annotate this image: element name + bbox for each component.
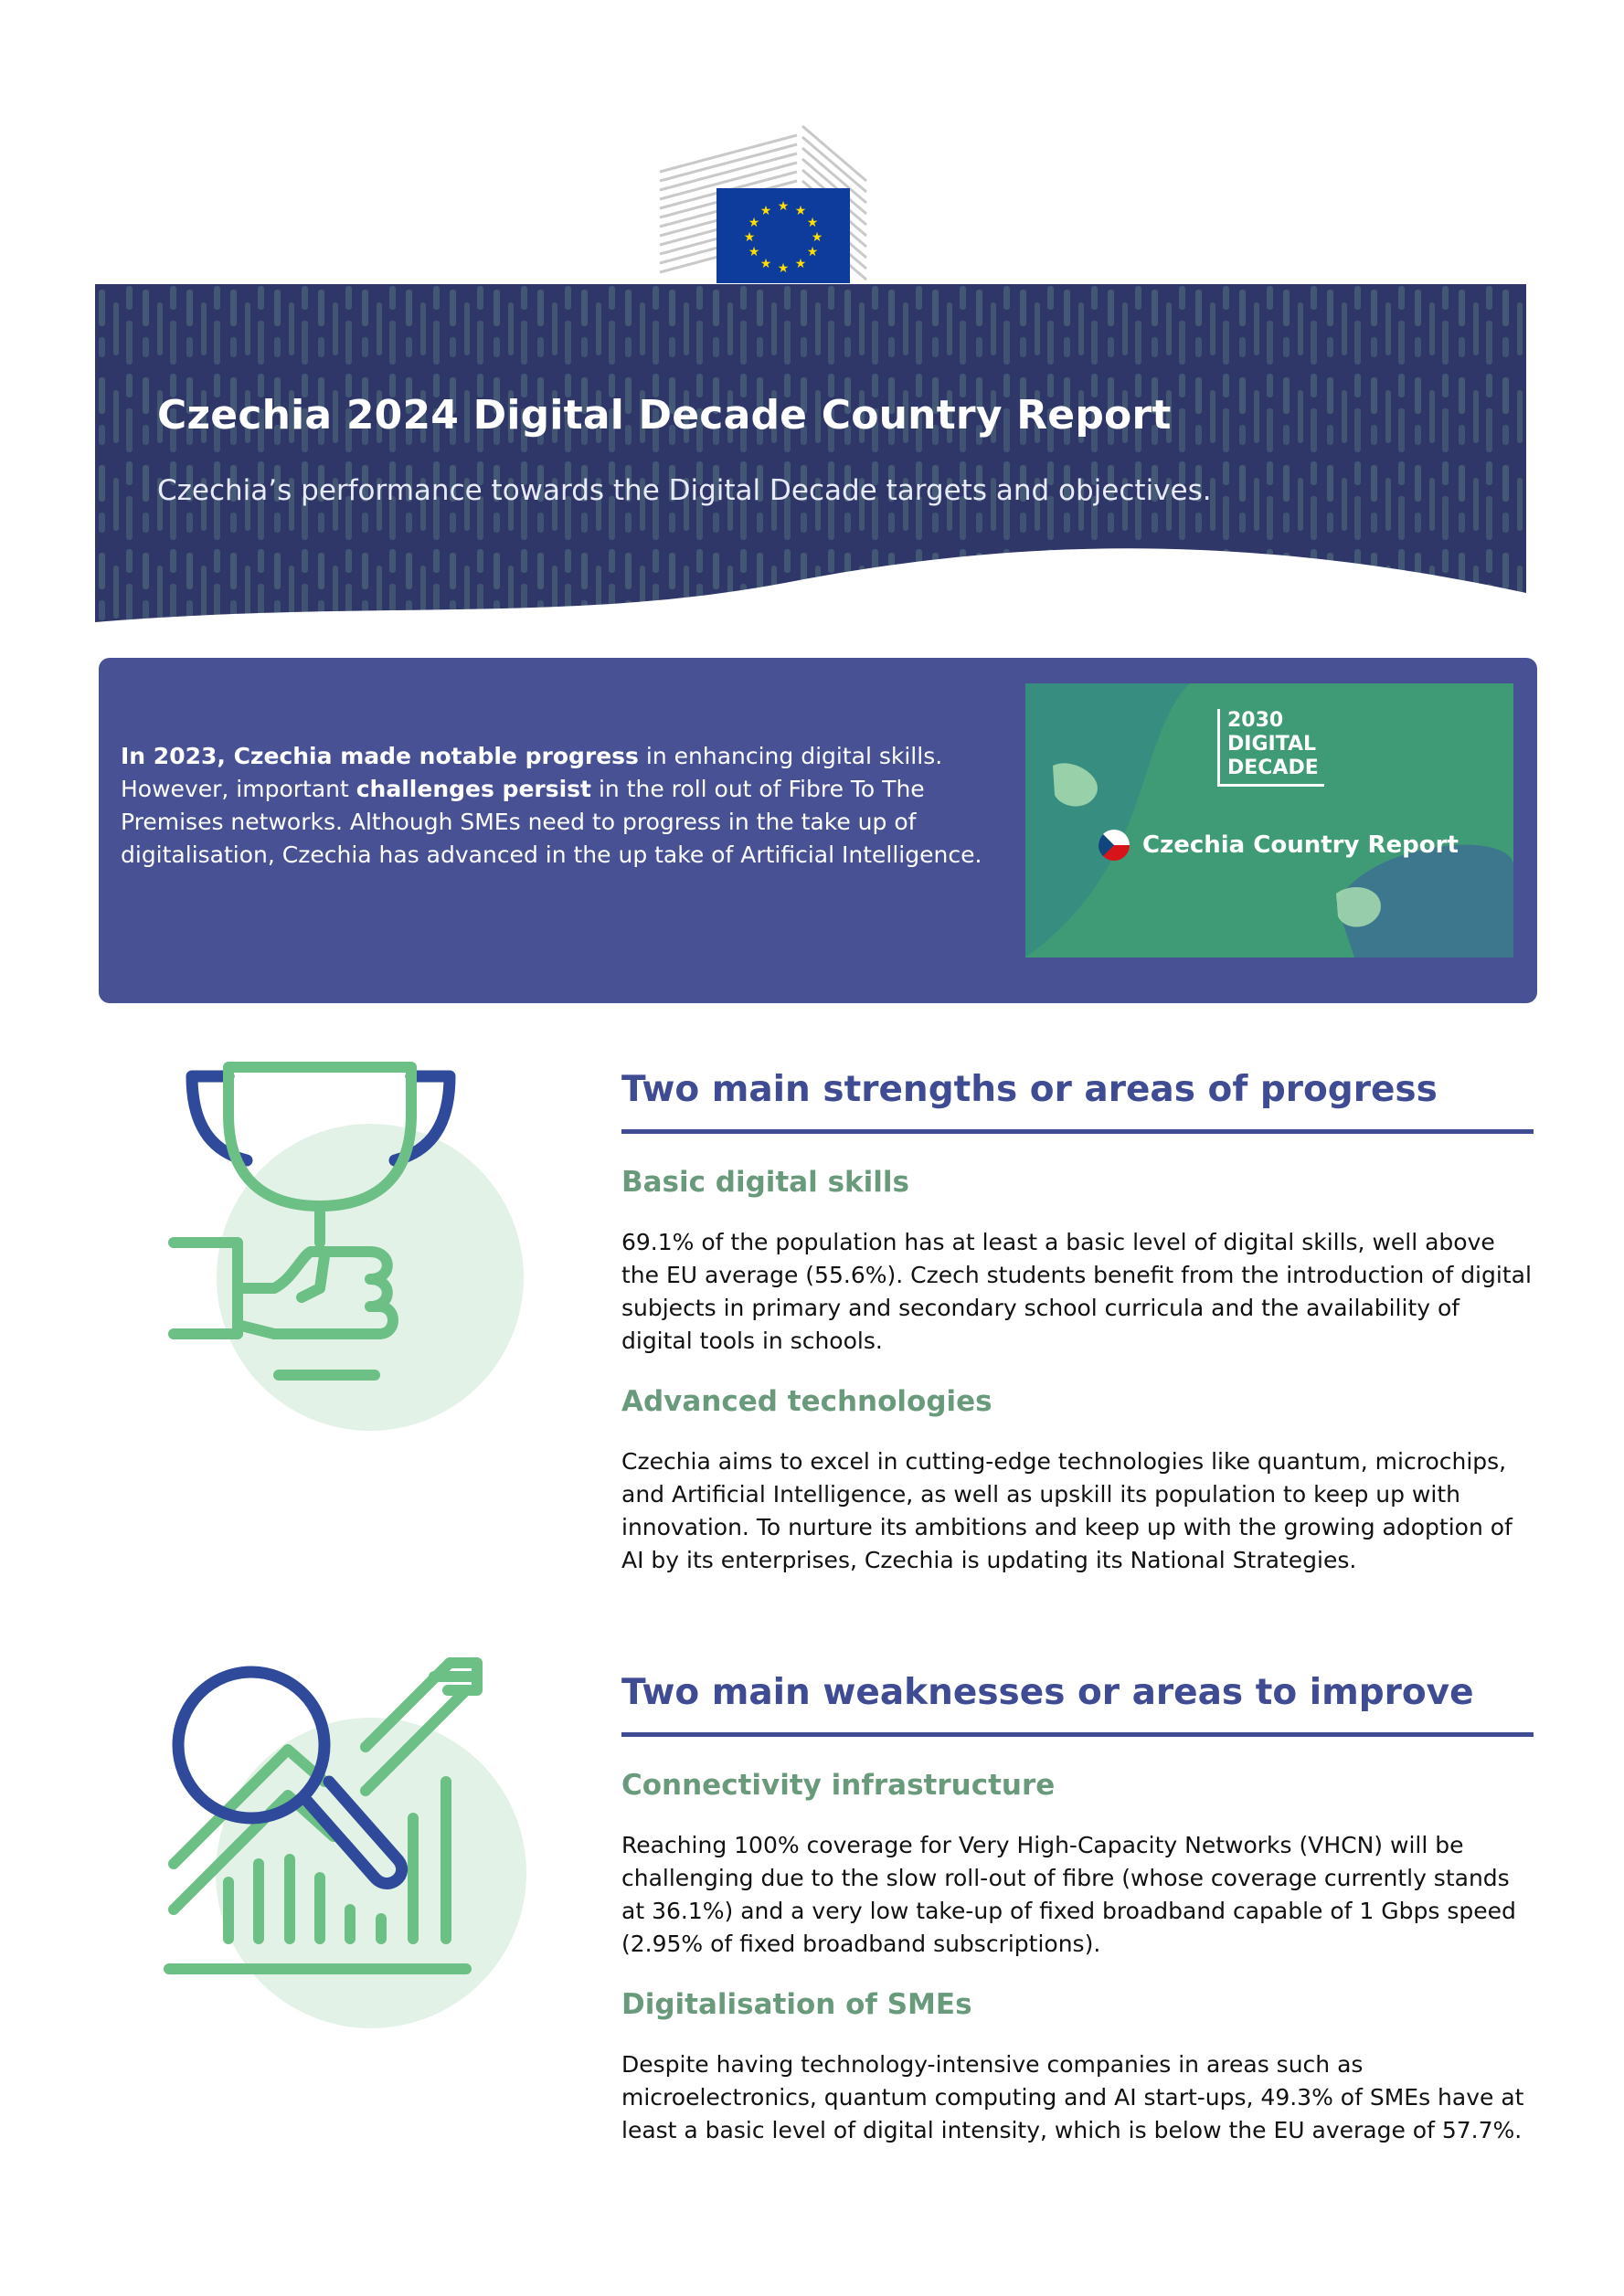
- strengths-heading: Two main strengths or areas of progress: [621, 1069, 1438, 1110]
- dd-line3: DECADE: [1227, 757, 1319, 779]
- svg-text:★: ★: [794, 257, 807, 271]
- weakness-1-title: Connectivity infrastructure: [621, 1769, 1056, 1802]
- svg-text:★: ★: [806, 245, 819, 259]
- weaknesses-rule: [621, 1732, 1534, 1737]
- trophy-hand-icon: [165, 1060, 548, 1444]
- strength-1-title: Basic digital skills: [621, 1166, 909, 1199]
- magnifier-growth-chart-icon: [155, 1654, 539, 2037]
- strengths-rule: [621, 1129, 1534, 1134]
- dd-line1: 2030: [1227, 709, 1284, 732]
- weakness-1-text: Reaching 100% coverage for Very High-Capacity Networks (VHCN) will be challenging due to the slow roll-out of fibre (whose coverage currently stands at 36.1%) and a very low take-up of fixed broadband capable of 1 Gbps speed (2.95% of fixed broadband subscriptions).: [621, 1832, 1516, 1957]
- digital-decade-logo: [1217, 709, 1324, 787]
- svg-text:★: ★: [748, 245, 760, 259]
- svg-text:★: ★: [748, 216, 760, 230]
- page-subtitle: Czechia’s performance towards the Digital Decade targets and objectives.: [157, 474, 1212, 507]
- svg-text:★: ★: [777, 199, 790, 214]
- report-banner: [95, 284, 1526, 633]
- weaknesses-heading: Two main weaknesses or areas to improve: [621, 1672, 1474, 1713]
- summary-bold-2: challenges persist: [356, 776, 592, 802]
- summary-text-2: in the roll out of Fibre To The Premises networks. Although SMEs need to progress in the take up of digitalisation, Czechia has advanced in the up take of Artificial Intelligence.: [121, 776, 982, 868]
- summary-text-1: in enhancing digital skills. However, important: [121, 743, 943, 802]
- strength-2-title: Advanced technologies: [621, 1385, 992, 1418]
- svg-text:★: ★: [743, 230, 756, 245]
- summary-box: [99, 658, 1537, 1003]
- dd-line2: DIGITAL: [1227, 733, 1317, 756]
- cover-title: Czechia Country Report: [1142, 831, 1459, 859]
- svg-text:★: ★: [794, 204, 807, 218]
- svg-text:★: ★: [806, 216, 819, 230]
- eu-flag-icon: [716, 188, 850, 283]
- country-report-cover: [1025, 683, 1513, 958]
- weakness-2-text: Despite having technology-intensive companies in areas such as microelectronics, quantum computing and AI start-ups, 49.3% of SMEs have at least a basic level of digital intensity, which is below the EU average of 57.7%.: [621, 2051, 1524, 2143]
- summary-bold-1: In 2023, Czechia made notable progress: [121, 743, 639, 769]
- summary-text: [121, 740, 998, 872]
- banner-background: [95, 284, 1526, 633]
- svg-text:★: ★: [759, 204, 772, 218]
- weakness-2-title: Digitalisation of SMEs: [621, 1988, 972, 2021]
- svg-text:★: ★: [777, 261, 790, 276]
- svg-text:★: ★: [759, 257, 772, 271]
- strength-1-text: 69.1% of the population has at least a basic level of digital skills, well above the EU average (55.6%). Czech students benefit from the introduction of digital subjects in primary and secondary school curricula and the availability of digital tools in schools.: [621, 1229, 1532, 1354]
- page-title: Czechia 2024 Digital Decade Country Report: [157, 392, 1172, 439]
- czech-flag-icon: [1099, 830, 1130, 861]
- svg-text:★: ★: [811, 230, 823, 245]
- strength-2-text: Czechia aims to excel in cutting-edge technologies like quantum, microchips, and Artificial Intelligence, as well as upskill its population to keep up with innovation. To nurture its ambitions and keep up with the growing adoption of AI by its enterprises, Czechia is updating its National Strategies.: [621, 1448, 1513, 1573]
